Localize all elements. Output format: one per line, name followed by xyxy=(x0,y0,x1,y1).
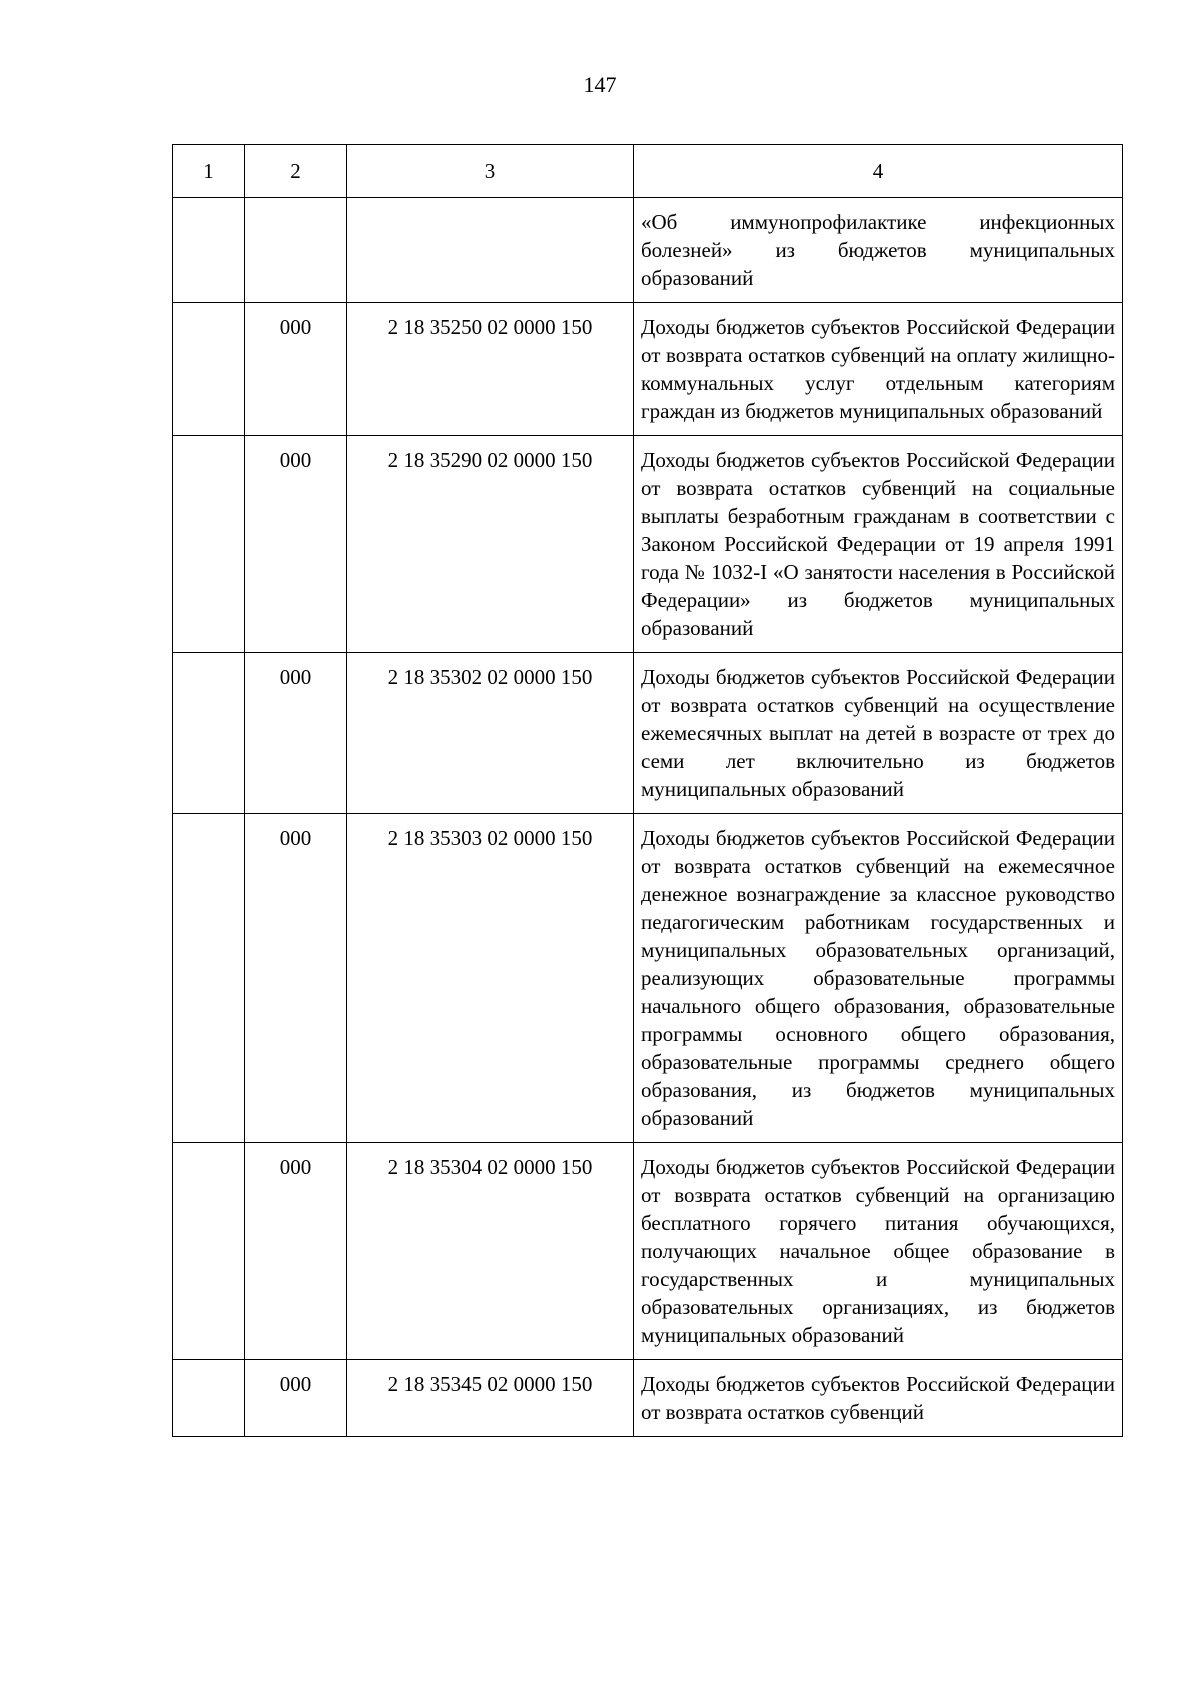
cell-col-1 xyxy=(173,814,245,1143)
cell-description: Доходы бюджетов субъектов Российской Федерации от возврата остатков субвенций xyxy=(634,1360,1123,1437)
budget-table xyxy=(172,144,1123,1437)
cell-col-1 xyxy=(173,1360,245,1437)
cell-description: Доходы бюджетов субъектов Российской Федерации от возврата остатков субвенций на осуществление ежемесячных выплат на детей в возрасте от трех до семи лет включительно из бюджетов муниципальных образований xyxy=(634,653,1123,814)
cell-admin-code xyxy=(245,198,347,303)
table-header-row xyxy=(173,145,1123,198)
cell-admin-code: 000 xyxy=(245,653,347,814)
table-row xyxy=(173,814,1123,1143)
table-row xyxy=(173,1360,1123,1437)
cell-description: Доходы бюджетов субъектов Российской Федерации от возврата остатков субвенций на ежемесячное денежное вознаграждение за классное руководство педагогическим работникам государственных и муниципальных образовательных организаций, реализующих образовательные программы начального общего образования, образовательные программы основного общего образования, образовательные программы среднего общего образования, из бюджетов муниципальных образований xyxy=(634,814,1123,1143)
cell-description: Доходы бюджетов субъектов Российской Федерации от возврата остатков субвенций на социальные выплаты безработным гражданам в соответствии с Законом Российской Федерации от 19 апреля 1991 года № 1032-I «О занятости населения в Российской Федерации» из бюджетов муниципальных образований xyxy=(634,436,1123,653)
page-number: 147 xyxy=(583,72,617,97)
header-col-4: 4 xyxy=(634,145,1123,198)
cell-admin-code: 000 xyxy=(245,1360,347,1437)
header-col-2: 2 xyxy=(245,145,347,198)
table-row xyxy=(173,436,1123,653)
cell-description: Доходы бюджетов субъектов Российской Федерации от возврата остатков субвенций на организацию бесплатного горячего питания обучающихся, получающих начальное общее образование в государственных и муниципальных образовательных организациях, из бюджетов муниципальных образований xyxy=(634,1143,1123,1360)
cell-description: Доходы бюджетов субъектов Российской Федерации от возврата остатков субвенций на оплату жилищно-коммунальных услуг отдельным категориям граждан из бюджетов муниципальных образований xyxy=(634,303,1123,436)
cell-col-1 xyxy=(173,436,245,653)
cell-col-1 xyxy=(173,653,245,814)
cell-col-1 xyxy=(173,198,245,303)
cell-col-1 xyxy=(173,303,245,436)
cell-description: «Об иммунопрофилактике инфекционных болезней» из бюджетов муниципальных образований xyxy=(634,198,1123,303)
cell-admin-code: 000 xyxy=(245,814,347,1143)
cell-income-code: 2 18 35250 02 0000 150 xyxy=(347,303,634,436)
table-row xyxy=(173,198,1123,303)
table-row xyxy=(173,1143,1123,1360)
cell-income-code: 2 18 35304 02 0000 150 xyxy=(347,1143,634,1360)
cell-admin-code: 000 xyxy=(245,1143,347,1360)
table-row xyxy=(173,303,1123,436)
header-col-3: 3 xyxy=(347,145,634,198)
cell-income-code: 2 18 35290 02 0000 150 xyxy=(347,436,634,653)
cell-col-1 xyxy=(173,1143,245,1360)
header-col-1: 1 xyxy=(173,145,245,198)
cell-admin-code: 000 xyxy=(245,436,347,653)
table-row xyxy=(173,653,1123,814)
cell-admin-code: 000 xyxy=(245,303,347,436)
cell-income-code: 2 18 35303 02 0000 150 xyxy=(347,814,634,1143)
cell-income-code xyxy=(347,198,634,303)
cell-income-code: 2 18 35302 02 0000 150 xyxy=(347,653,634,814)
cell-income-code: 2 18 35345 02 0000 150 xyxy=(347,1360,634,1437)
